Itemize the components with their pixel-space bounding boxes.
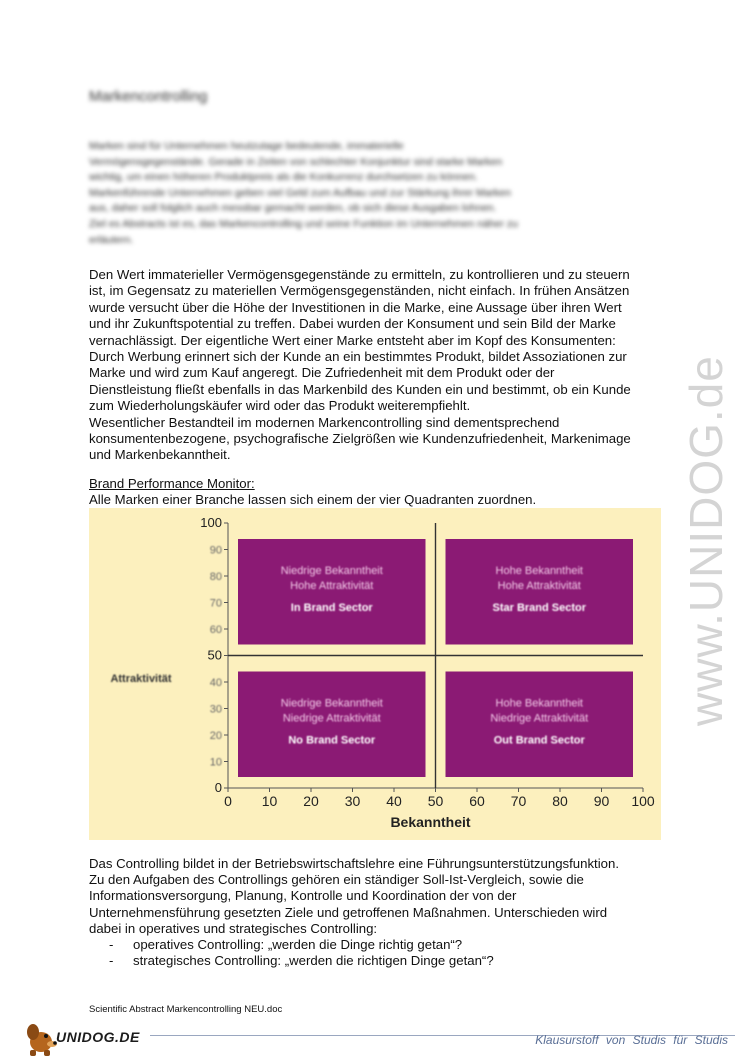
body-line: Dienstleistung fließt ebenfalls in das Markenbild des Kunden ein und bestimmt, ob ein Kunde [89,381,631,397]
bullet-dash: - [109,937,114,953]
x-tick-label: 70 [510,793,527,809]
body-line: Wesentlicher Bestandteil im modernen Markencontrolling sind dementsprechend [89,414,560,430]
abstract-line: Ziel es Abstracts ist es, das Markencontrolling und seine Funktion im Unternehmen näher zu [89,217,518,230]
body-line: Durch Werbung erinnert sich der Kunde an ein bestimmtes Produkt, bildet Assoziationen zur [89,349,627,365]
watermark-text: www.UNIDOG.de [680,355,732,726]
body-line: wurde versucht über die Höhe der Investitionen in die Marke, eine Aussage über ihren Wert [89,299,622,315]
bullet-item [89,937,669,953]
bpm-description: Alle Marken einer Branche lassen sich einem der vier Quadranten zuordnen. [89,492,537,507]
controlling-line: Informationsversorgung, Planung, Kontrolle und Koordination der von der [89,888,517,904]
quadrant-chart-svg [89,508,661,840]
abstract-line: aus, daher soll folglich auch messbar gemacht werden, ob sich diese Ausgaben lohnen. [89,202,497,215]
abstract-line: wichtig, um einen höheren Produktpreis als die Konkurrenz durchsetzen zu können. [89,171,478,184]
body-paragraph [89,267,669,464]
body-line: und Markenbekanntheit. [89,447,231,463]
x-tick-label: 50 [427,793,444,809]
controlling-line: dabei in operatives und strategisches Controlling: [89,920,378,936]
quadrant-box [446,672,634,778]
logo-text: UNIDOG.DE [56,1029,140,1045]
body-line: zum Wiederholungskäufer wird oder das Produkt weiterempfiehlt. [89,398,471,414]
x-tick-label: 90 [593,793,610,809]
quadrant-line: Niedrige Bekanntheit [280,697,383,710]
body-line: und ihr Zukunftspotential zu treffen. Dabei wurden der Konsument und sein Bild der Marke [89,316,616,332]
y-tick-label: 0 [214,780,222,795]
quadrant-line: Niedrige Attraktivität [282,712,381,725]
quadrant-name: Star Brand Sector [492,601,587,614]
body-line: Den Wert immaterieller Vermögensgegenstände zu ermitteln, zu kontrollieren und zu steuern [89,267,630,282]
abstract-text [89,139,649,248]
quadrant-line: Hohe Bekanntheit [495,564,583,577]
watermark [664,266,744,736]
y-tick-label: 50 [207,647,222,663]
abstract-line: erläutern. [89,233,134,246]
body-line: Marke und wird zum Kauf angeregt. Die Zufriedenheit mit dem Produkt oder der [89,365,555,381]
x-tick-label: 0 [224,793,232,809]
y-tick-label: 100 [200,515,222,530]
document-title: Markencontrolling [89,88,208,105]
x-axis-label: Bekanntheit [390,814,471,830]
bullet-text: operatives Controlling: „werden die Dinge richtig getan“? [133,937,463,953]
y-tick-label: 10 [209,756,222,769]
y-axis-label: Attraktivität [110,673,172,685]
y-tick-label: 60 [209,624,222,636]
brand-performance-chart [89,508,661,840]
abstract-line: Vermögensgegenstände. Gerade in Zeiten von schlechter Konjunktur sind starke Marken [89,155,503,168]
x-tick-label: 100 [631,793,655,809]
controlling-paragraph [89,856,669,969]
y-tick-label: 40 [209,677,222,689]
bullet-dash: - [109,953,114,969]
quadrant-box [446,539,634,645]
quadrant-line: Hohe Attraktivität [497,579,581,592]
x-tick-label: 80 [552,793,568,809]
y-tick-label: 70 [209,597,222,610]
x-tick-label: 40 [386,793,402,809]
quadrant-line: Hohe Bekanntheit [495,697,583,710]
controlling-line: Unternehmensführung gesetzten Ziele und getroffenen Maßnahmen. Unterschieden wird [89,904,608,920]
body-line: vernachlässigt. Der eigentliche Wert einer Marke entsteht aber im Kopf des Konsumenten: [89,332,616,348]
quadrant-box [238,672,426,778]
footer-filename: Scientific Abstract Markencontrolling NEU.doc [89,1004,283,1015]
body-line: ist, im Gegensatz zu materiellen Vermögensgegenständen, nicht einfach. In frühen Ansätzen [89,283,630,299]
quadrant-box [238,539,426,645]
y-tick-label: 20 [209,730,222,742]
controlling-line: Zu den Aufgaben des Controllings gehören ein ständiger Soll-Ist-Vergleich, sowie die [89,872,584,888]
quadrant-line: Hohe Attraktivität [290,579,374,592]
footer-tagline: Klausurstoff von Studis für Studis [535,1033,728,1047]
x-tick-label: 60 [469,793,485,809]
y-tick-label: 30 [209,703,222,716]
bpm-heading: Brand Performance Monitor: [89,476,255,491]
x-tick-label: 10 [261,793,278,809]
quadrant-name: Out Brand Sector [493,734,585,747]
body-line: konsumentenbezogene, psychografische Zielgrößen wie Kundenzufriedenheit, Markenimage [89,431,631,447]
bullet-text: strategisches Controlling: „werden die richtigen Dinge getan“? [133,953,494,969]
quadrant-line: Niedrige Bekanntheit [280,564,383,577]
controlling-line: Das Controlling bildet in der Betriebswirtschaftslehre eine Führungsunterstützungsfunktion. [89,856,619,871]
y-tick-label: 90 [209,544,222,557]
abstract-line: Marken sind für Unternehmen heutzutage bedeutende, immaterielle [89,140,404,152]
quadrant-name: No Brand Sector [288,734,376,747]
bullet-item [89,953,669,969]
abstract-line: Markenführende Unternehmen geben viel Geld zum Aufbau und zur Stärkung ihrer Marken [89,186,511,199]
x-tick-label: 30 [344,793,361,809]
x-tick-label: 20 [303,793,319,809]
quadrant-name: In Brand Sector [290,601,373,614]
y-tick-label: 80 [209,571,222,583]
quadrant-line: Niedrige Attraktivität [490,712,589,725]
